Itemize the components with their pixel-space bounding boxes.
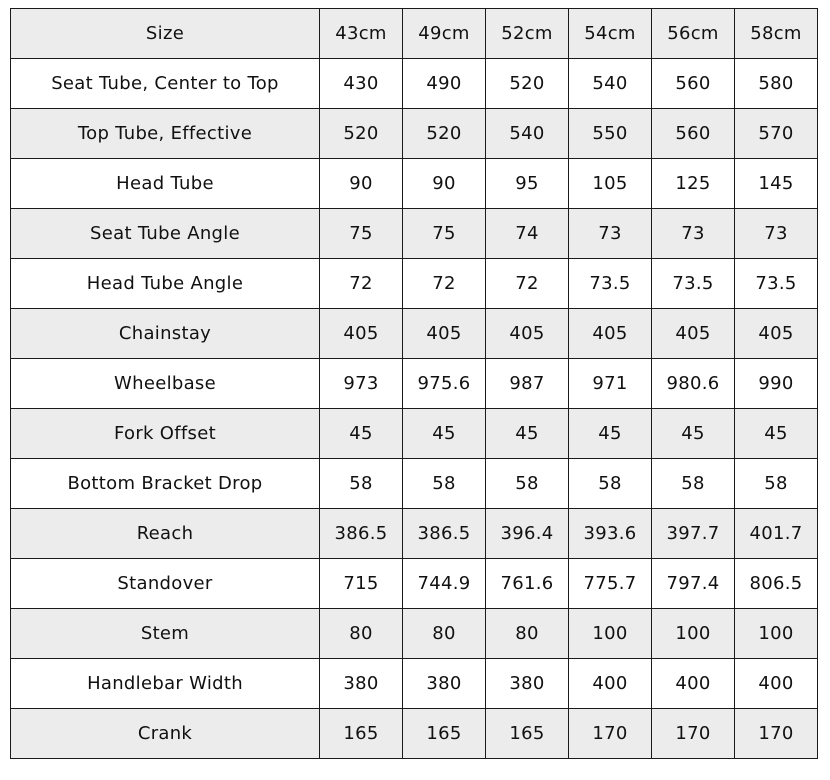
table-cell: 100: [735, 609, 818, 659]
header-size-54cm: 54cm: [569, 9, 652, 59]
table-cell: 170: [569, 709, 652, 759]
table-cell: 145: [735, 159, 818, 209]
table-cell: 744.9: [403, 559, 486, 609]
table-row: [11, 709, 818, 759]
row-label: Reach: [11, 509, 320, 559]
row-label: Head Tube: [11, 159, 320, 209]
table-cell: 73: [569, 209, 652, 259]
table-row: [11, 59, 818, 109]
table-cell: 560: [652, 109, 735, 159]
table-cell: 45: [320, 409, 403, 459]
table-row: [11, 159, 818, 209]
table-cell: 520: [403, 109, 486, 159]
table-row: [11, 259, 818, 309]
table-cell: 74: [486, 209, 569, 259]
table-cell: 58: [486, 459, 569, 509]
row-label: Fork Offset: [11, 409, 320, 459]
table-cell: 520: [486, 59, 569, 109]
table-cell: 165: [403, 709, 486, 759]
table-cell: 100: [652, 609, 735, 659]
table-cell: 401.7: [735, 509, 818, 559]
table-cell: 58: [403, 459, 486, 509]
row-label: Wheelbase: [11, 359, 320, 409]
table-cell: 75: [320, 209, 403, 259]
table-cell: 73.5: [569, 259, 652, 309]
row-label: Crank: [11, 709, 320, 759]
table-cell: 393.6: [569, 509, 652, 559]
table-row: [11, 309, 818, 359]
table-cell: 490: [403, 59, 486, 109]
table-cell: 405: [652, 309, 735, 359]
geometry-table-body: [11, 9, 818, 759]
table-cell: 90: [320, 159, 403, 209]
table-cell: 386.5: [403, 509, 486, 559]
table-cell: 540: [486, 109, 569, 159]
table-cell: 397.7: [652, 509, 735, 559]
table-cell: 797.4: [652, 559, 735, 609]
header-size-49cm: 49cm: [403, 9, 486, 59]
table-cell: 540: [569, 59, 652, 109]
header-size-52cm: 52cm: [486, 9, 569, 59]
table-cell: 520: [320, 109, 403, 159]
table-cell: 405: [403, 309, 486, 359]
table-cell: 405: [735, 309, 818, 359]
table-cell: 170: [652, 709, 735, 759]
table-row: [11, 459, 818, 509]
table-cell: 380: [320, 659, 403, 709]
table-cell: 170: [735, 709, 818, 759]
table-cell: 715: [320, 559, 403, 609]
table-cell: 980.6: [652, 359, 735, 409]
table-row: [11, 209, 818, 259]
table-cell: 430: [320, 59, 403, 109]
table-row: [11, 409, 818, 459]
table-cell: 45: [652, 409, 735, 459]
table-cell: 386.5: [320, 509, 403, 559]
row-label: Seat Tube, Center to Top: [11, 59, 320, 109]
table-cell: 973: [320, 359, 403, 409]
table-cell: 550: [569, 109, 652, 159]
table-cell: 396.4: [486, 509, 569, 559]
table-cell: 570: [735, 109, 818, 159]
table-cell: 987: [486, 359, 569, 409]
header-size-label: Size: [11, 9, 320, 59]
table-cell: 45: [403, 409, 486, 459]
table-cell: 405: [320, 309, 403, 359]
table-cell: 405: [486, 309, 569, 359]
table-cell: 761.6: [486, 559, 569, 609]
table-cell: 105: [569, 159, 652, 209]
table-cell: 45: [735, 409, 818, 459]
table-cell: 405: [569, 309, 652, 359]
header-row: [11, 9, 818, 59]
table-cell: 58: [569, 459, 652, 509]
table-row: [11, 509, 818, 559]
table-row: [11, 109, 818, 159]
table-cell: 72: [403, 259, 486, 309]
row-label: Top Tube, Effective: [11, 109, 320, 159]
table-cell: 72: [320, 259, 403, 309]
table-cell: 380: [403, 659, 486, 709]
table-cell: 58: [320, 459, 403, 509]
row-label: Chainstay: [11, 309, 320, 359]
table-cell: 775.7: [569, 559, 652, 609]
row-label: Bottom Bracket Drop: [11, 459, 320, 509]
row-label: Handlebar Width: [11, 659, 320, 709]
table-cell: 400: [569, 659, 652, 709]
table-cell: 971: [569, 359, 652, 409]
table-row: [11, 609, 818, 659]
table-cell: 80: [320, 609, 403, 659]
table-cell: 165: [320, 709, 403, 759]
table-cell: 400: [652, 659, 735, 709]
table-cell: 90: [403, 159, 486, 209]
table-row: [11, 659, 818, 709]
table-cell: 400: [735, 659, 818, 709]
table-row: [11, 559, 818, 609]
row-label: Stem: [11, 609, 320, 659]
table-cell: 125: [652, 159, 735, 209]
table-cell: 73.5: [652, 259, 735, 309]
table-cell: 990: [735, 359, 818, 409]
table-cell: 380: [486, 659, 569, 709]
table-cell: 165: [486, 709, 569, 759]
table-cell: 73: [735, 209, 818, 259]
header-size-56cm: 56cm: [652, 9, 735, 59]
header-size-43cm: 43cm: [320, 9, 403, 59]
table-cell: 80: [486, 609, 569, 659]
table-cell: 72: [486, 259, 569, 309]
table-cell: 100: [569, 609, 652, 659]
table-cell: 45: [486, 409, 569, 459]
table-cell: 58: [652, 459, 735, 509]
table-cell: 95: [486, 159, 569, 209]
table-cell: 80: [403, 609, 486, 659]
table-cell: 73: [652, 209, 735, 259]
table-cell: 806.5: [735, 559, 818, 609]
table-cell: 560: [652, 59, 735, 109]
table-cell: 580: [735, 59, 818, 109]
row-label: Head Tube Angle: [11, 259, 320, 309]
table-cell: 975.6: [403, 359, 486, 409]
row-label: Seat Tube Angle: [11, 209, 320, 259]
table-cell: 73.5: [735, 259, 818, 309]
geometry-table: [10, 8, 818, 759]
table-cell: 75: [403, 209, 486, 259]
table-cell: 58: [735, 459, 818, 509]
header-size-58cm: 58cm: [735, 9, 818, 59]
row-label: Standover: [11, 559, 320, 609]
table-cell: 45: [569, 409, 652, 459]
table-row: [11, 359, 818, 409]
